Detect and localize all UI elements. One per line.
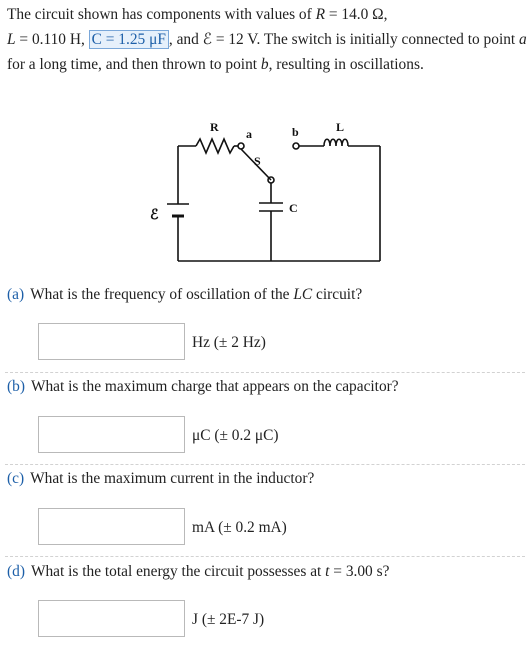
answer-input-d[interactable] xyxy=(38,600,185,637)
l-value: = 0.110 H, xyxy=(15,31,89,48)
question-d xyxy=(7,563,389,581)
answer-input-c[interactable] xyxy=(38,508,185,545)
unit-d: J (± 2E-7 J) xyxy=(192,611,265,628)
question-c xyxy=(7,470,314,488)
question-text: What is the frequency of oscillation of the xyxy=(30,286,294,303)
answer-input-b[interactable] xyxy=(38,416,185,453)
question-text-end: = 3.00 s? xyxy=(329,563,390,580)
question-text: What is the maximum charge that appears on the capacitor? xyxy=(30,378,399,395)
question-a xyxy=(7,286,362,304)
label-a: a xyxy=(246,127,252,141)
question-variable: LC xyxy=(293,286,313,303)
question-letter: (a) xyxy=(7,286,25,303)
question-text: What is the maximum current in the inductor? xyxy=(30,470,315,487)
unit-c: mA (± 0.2 mA) xyxy=(192,519,287,536)
question-variable: t xyxy=(325,563,330,580)
question-b xyxy=(7,378,399,396)
circuit-diagram xyxy=(150,118,390,268)
divider xyxy=(5,556,525,557)
question-letter: (c) xyxy=(7,470,25,487)
point-b: b xyxy=(260,56,269,73)
question-text: What is the total energy the circuit possesses at xyxy=(30,563,326,580)
question-text-end: circuit? xyxy=(312,286,363,303)
unit-a: Hz (± 2 Hz) xyxy=(192,334,266,351)
label-l: L xyxy=(336,120,345,134)
label-emf: ℰ xyxy=(150,208,159,223)
intro-text-1: The circuit shown has components with values of xyxy=(7,6,316,23)
label-c: C xyxy=(289,201,298,215)
label-b: b xyxy=(292,125,299,139)
l-symbol: L xyxy=(7,31,16,48)
intro-text-4: , resulting in oscillations. xyxy=(268,56,424,73)
question-letter: (b) xyxy=(7,378,25,395)
r-symbol: R xyxy=(315,6,326,23)
label-r: R xyxy=(210,120,219,134)
intro-text-2: , and ℰ = 12 V. The switch is initially connected to point xyxy=(168,31,520,48)
label-s: S xyxy=(254,154,261,168)
unit-b: μC (± 0.2 μC) xyxy=(192,427,279,444)
divider xyxy=(5,372,525,373)
divider xyxy=(5,464,525,465)
capacitance-highlight[interactable]: C = 1.25 μF xyxy=(89,30,169,49)
r-value: = 14.0 Ω, xyxy=(325,6,388,23)
problem-statement xyxy=(7,2,527,77)
answer-input-a[interactable] xyxy=(38,323,185,360)
intro-text-3: for a long time, and then thrown to point xyxy=(7,56,261,73)
point-a: a xyxy=(519,31,527,48)
question-letter: (d) xyxy=(7,563,25,580)
